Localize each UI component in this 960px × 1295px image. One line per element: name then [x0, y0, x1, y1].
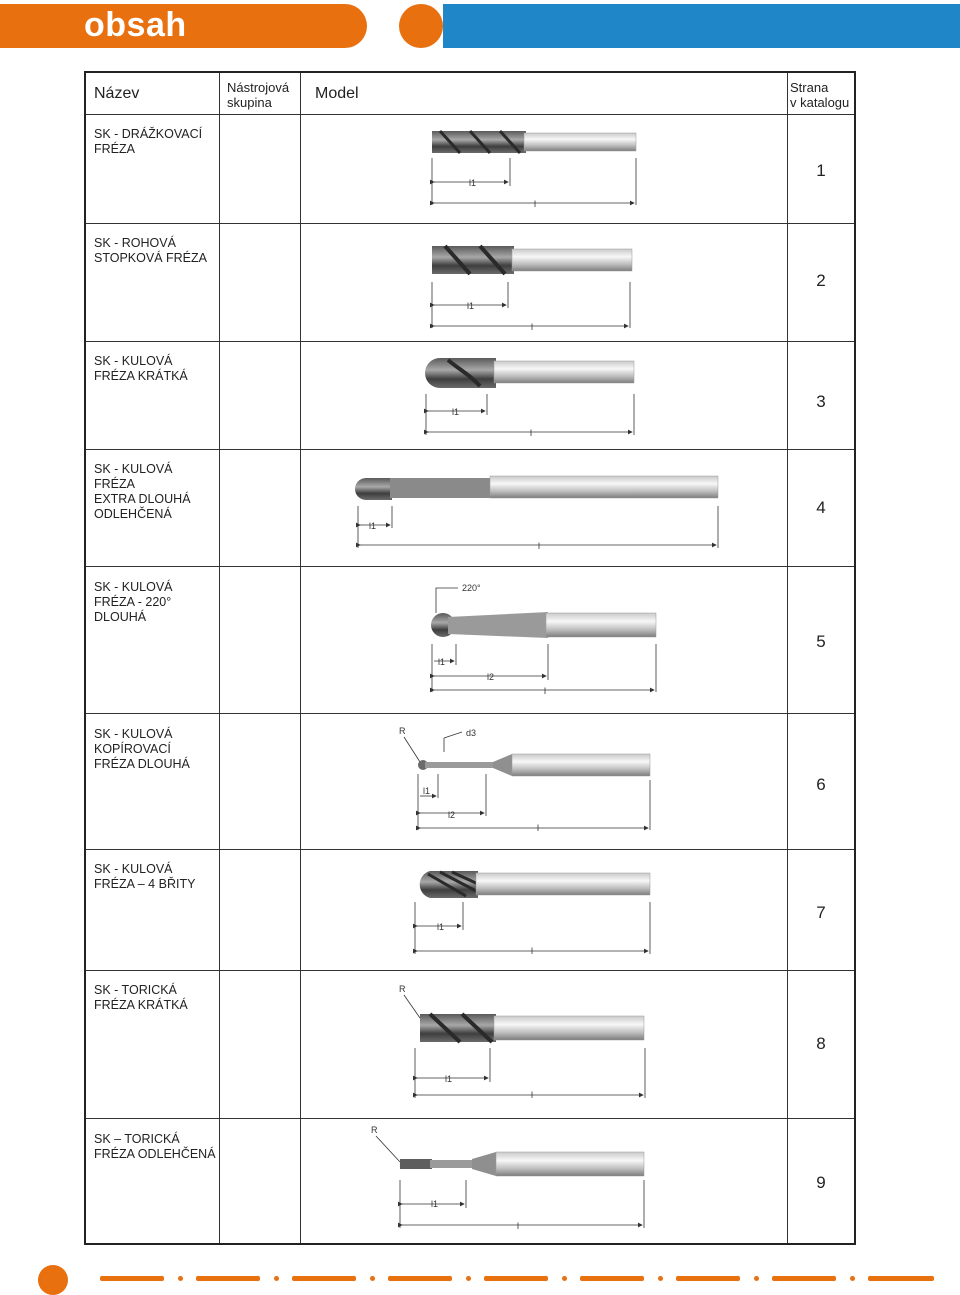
row-name: SK - ROHOVÁ STOPKOVÁ FRÉZA [94, 236, 207, 265]
tool-drawing-8 [399, 984, 645, 1100]
footer-dot [370, 1276, 375, 1281]
page-number: 2 [816, 271, 826, 290]
svg-text:l: l [538, 541, 540, 551]
svg-text:l1: l1 [369, 521, 377, 531]
svg-text:l: l [537, 823, 539, 833]
footer-dash [292, 1276, 356, 1281]
tool-drawing-9 [371, 1125, 644, 1231]
svg-text:l: l [517, 1221, 519, 1231]
footer-dot [274, 1276, 279, 1281]
tool-drawing-6 [399, 726, 650, 833]
row-name: SK - DRÁŽKOVACÍ FRÉZA [94, 127, 203, 156]
footer-dash [772, 1276, 836, 1281]
svg-text:l1: l1 [437, 922, 445, 932]
page-number: 4 [816, 498, 826, 517]
svg-text:l1: l1 [423, 786, 431, 796]
row-name: SK - KULOVÁ FRÉZA – 4 BŘITY [94, 862, 196, 891]
footer-dash [388, 1276, 452, 1281]
svg-text:l: l [534, 199, 536, 209]
svg-text:l: l [544, 686, 546, 696]
page-number: 3 [816, 392, 826, 411]
footer-dash [196, 1276, 260, 1281]
svg-text:l1: l1 [469, 178, 477, 188]
column-header-model: Model [315, 85, 359, 102]
svg-text:R: R [399, 984, 406, 994]
svg-text:220°: 220° [462, 583, 481, 593]
tool-drawing-4 [355, 476, 718, 551]
svg-text:l: l [530, 428, 532, 438]
footer-dot [850, 1276, 855, 1281]
page-number: 9 [816, 1173, 826, 1192]
svg-text:l1: l1 [445, 1074, 453, 1084]
footer-dash [484, 1276, 548, 1281]
svg-text:l: l [531, 1090, 533, 1100]
tool-drawing-2 [432, 246, 632, 332]
tool-drawing-3 [425, 358, 634, 438]
column-header-name: Název [94, 85, 140, 102]
footer-dash [676, 1276, 740, 1281]
svg-text:l1: l1 [452, 407, 460, 417]
page-number: 5 [816, 632, 826, 651]
tool-drawing-5 [431, 583, 656, 696]
svg-text:R: R [399, 726, 406, 736]
row-name: SK - KULOVÁ FRÉZA - 220° DLOUHÁ [94, 580, 173, 624]
page-number: 6 [816, 775, 826, 794]
svg-text:d3: d3 [466, 728, 477, 738]
column-header-group: Nástrojová skupina [227, 80, 290, 110]
footer-dash [580, 1276, 644, 1281]
svg-text:l1: l1 [431, 1199, 439, 1209]
footer-dot [562, 1276, 567, 1281]
tool-drawing-1 [432, 131, 636, 209]
page-number: 1 [816, 161, 826, 180]
svg-text:R: R [371, 1125, 378, 1135]
footer-dash [100, 1276, 164, 1281]
svg-text:l: l [531, 322, 533, 332]
row-name: SK - KULOVÁ FRÉZA KRÁTKÁ [94, 354, 188, 383]
svg-text:l1: l1 [467, 301, 475, 311]
page-number: 8 [816, 1034, 826, 1053]
svg-text:l2: l2 [448, 810, 456, 820]
svg-text:l: l [531, 946, 533, 956]
tool-drawing-7 [415, 871, 650, 956]
footer-orange-circle [38, 1265, 68, 1295]
row-name: SK – TORICKÁ FRÉZA ODLEHČENÁ [94, 1132, 216, 1161]
svg-text:l2: l2 [487, 672, 495, 682]
column-header-page: Strana v katalogu [790, 80, 850, 110]
row-name: SK - TORICKÁ FRÉZA KRÁTKÁ [94, 983, 188, 1012]
footer-dot [754, 1276, 759, 1281]
svg-text:l1: l1 [438, 657, 446, 667]
row-name: SK - KULOVÁ FRÉZA EXTRA DLOUHÁ ODLEHČENÁ [94, 462, 191, 521]
page-number: 7 [816, 903, 826, 922]
page-title: obsah [84, 6, 187, 44]
footer-dot [178, 1276, 183, 1281]
row-name: SK - KULOVÁ KOPÍROVACÍ FRÉZA DLOUHÁ [94, 727, 190, 771]
footer-dash [868, 1276, 934, 1281]
footer-dot [658, 1276, 663, 1281]
footer-dot [466, 1276, 471, 1281]
